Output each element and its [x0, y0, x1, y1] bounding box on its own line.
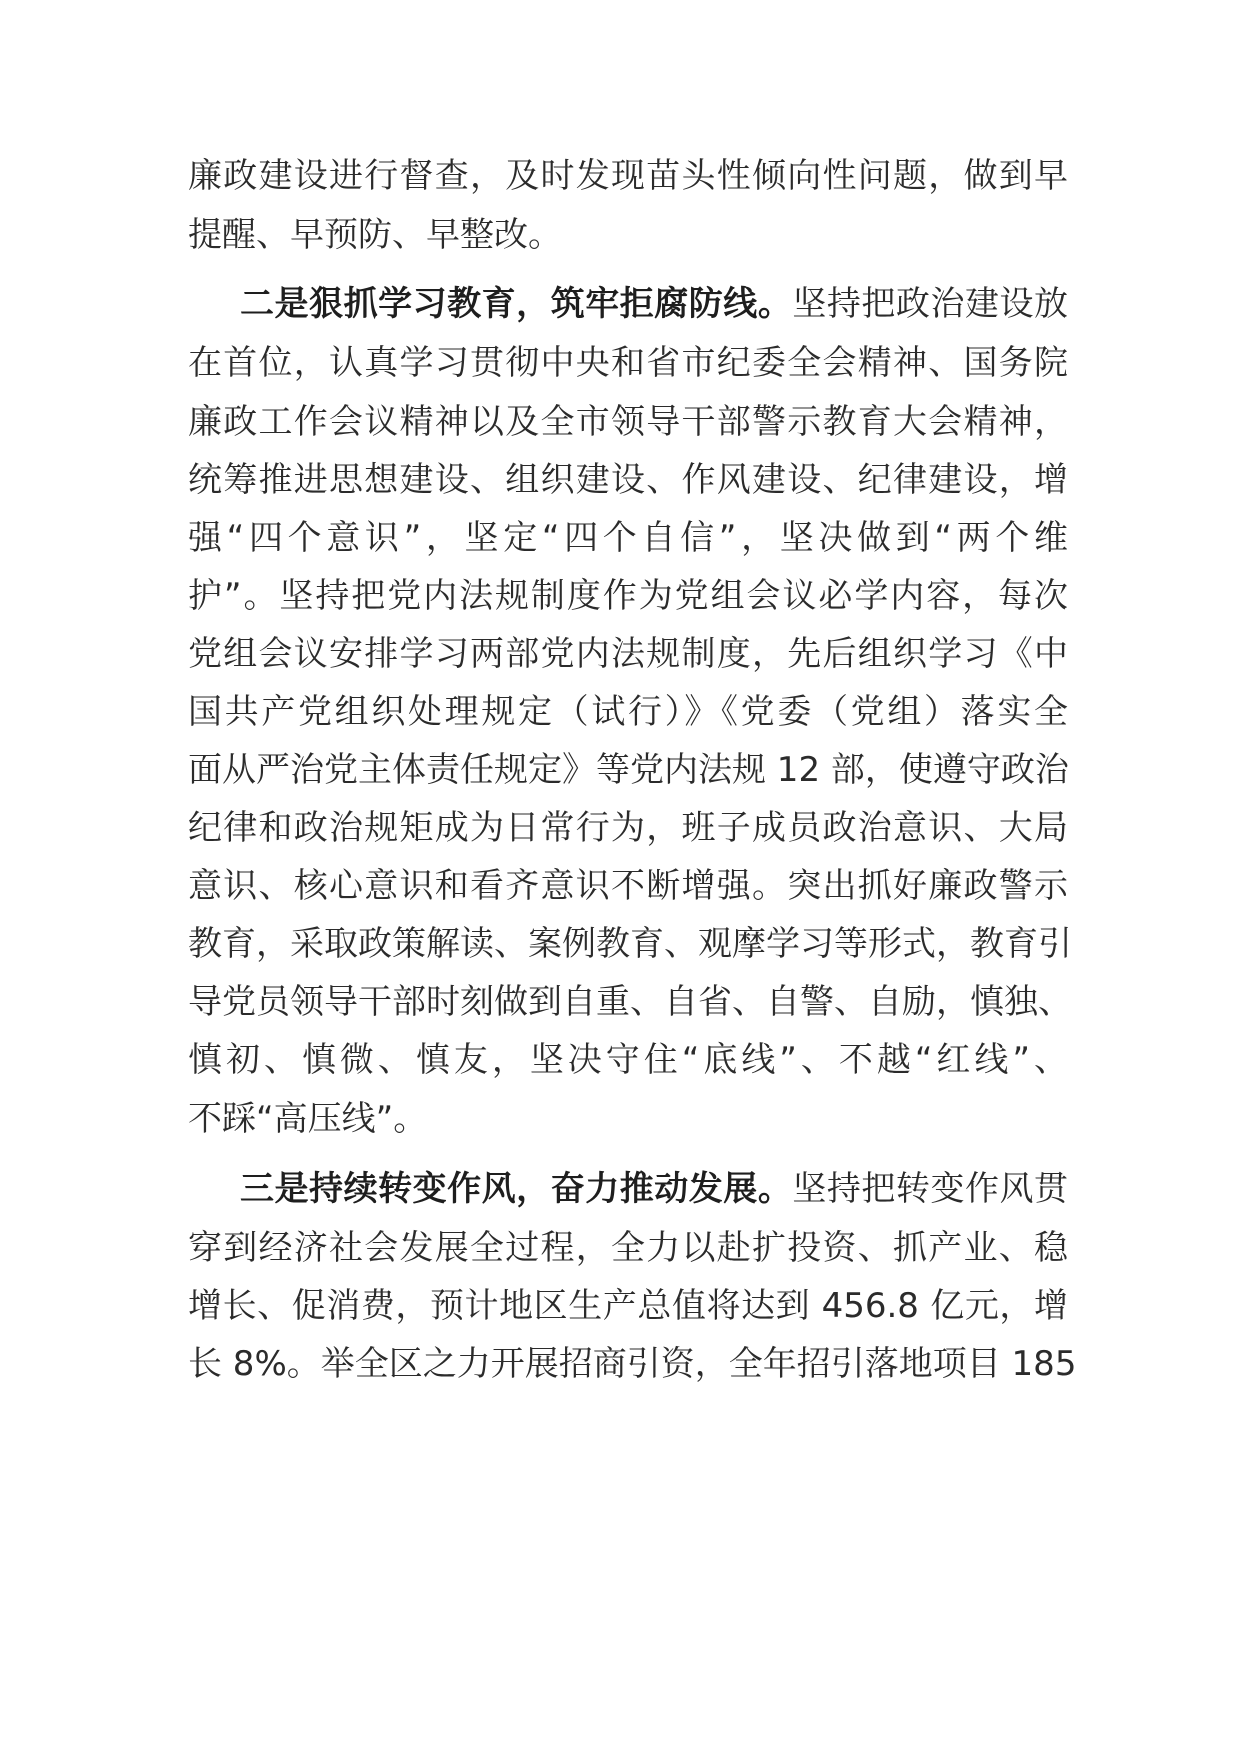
- body-text-line: 廉政工作会议精神以及全市领导干部警示教育大会精神，: [188, 402, 1068, 442]
- body-text-line: 教育，采取政策解读、案例教育、观摩学习等形式，教育引: [188, 924, 1072, 964]
- body-text-line: 党组会议安排学习两部党内法规制度，先后组织学习《中: [188, 634, 1068, 674]
- body-text-run: 坚持把政治建设放: [792, 284, 1069, 324]
- body-text-line: 意识、核心意识和看齐意识不断增强。突出抓好廉政警示: [188, 866, 1068, 906]
- body-text-line: 面从严治党主体责任规定》等党内法规 12 部，使遵守政治: [188, 750, 1069, 790]
- body-text-line: 增长、促消费，预计地区生产总值将达到 456.8 亿元，增: [188, 1286, 1068, 1326]
- paragraph-first-line: [240, 272, 1068, 336]
- body-text-line: 导党员领导干部时刻做到自重、自省、自警、自励，慎独、: [188, 982, 1072, 1022]
- body-text-line: 护”。坚持把党内法规制度作为党组会议必学内容，每次: [188, 576, 1068, 616]
- body-text-run: 坚持把转变作风贯: [792, 1169, 1069, 1209]
- paragraph-heading: 二是狠抓学习教育，筑牢拒腐防线。: [240, 284, 793, 324]
- body-text-line: 纪律和政治规矩成为日常行为，班子成员政治意识、大局: [188, 808, 1068, 848]
- paragraph-first-line: [240, 1157, 1068, 1221]
- paragraph-heading: 三是持续转变作风，奋力推动发展。: [240, 1169, 793, 1209]
- body-text-line: 国共产党组织处理规定（试行）》《党委（党组）落实全: [188, 692, 1068, 732]
- body-text-line: 在首位，认真学习贯彻中央和省市纪委全会精神、国务院: [188, 343, 1068, 383]
- body-text-line: 穿到经济社会发展全过程，全力以赴扩投资、抓产业、稳: [188, 1228, 1068, 1268]
- body-text-line: 强“四个意识”，坚定“四个自信”，坚决做到“两个维: [188, 518, 1068, 558]
- body-text-line: 统筹推进思想建设、组织建设、作风建设、纪律建设，增: [188, 460, 1068, 500]
- body-text-line: 长 8%。举全区之力开展招商引资，全年招引落地项目 185: [188, 1344, 1077, 1384]
- body-text-line: 廉政建设进行督查，及时发现苗头性倾向性问题，做到早: [188, 156, 1068, 196]
- body-text-line: 不踩“高压线”。: [188, 1099, 428, 1139]
- body-text-line: 提醒、早预防、早整改。: [188, 215, 562, 255]
- body-text-line: 慎初、慎微、慎友，坚决守住“底线”、不越“红线”、: [188, 1040, 1068, 1080]
